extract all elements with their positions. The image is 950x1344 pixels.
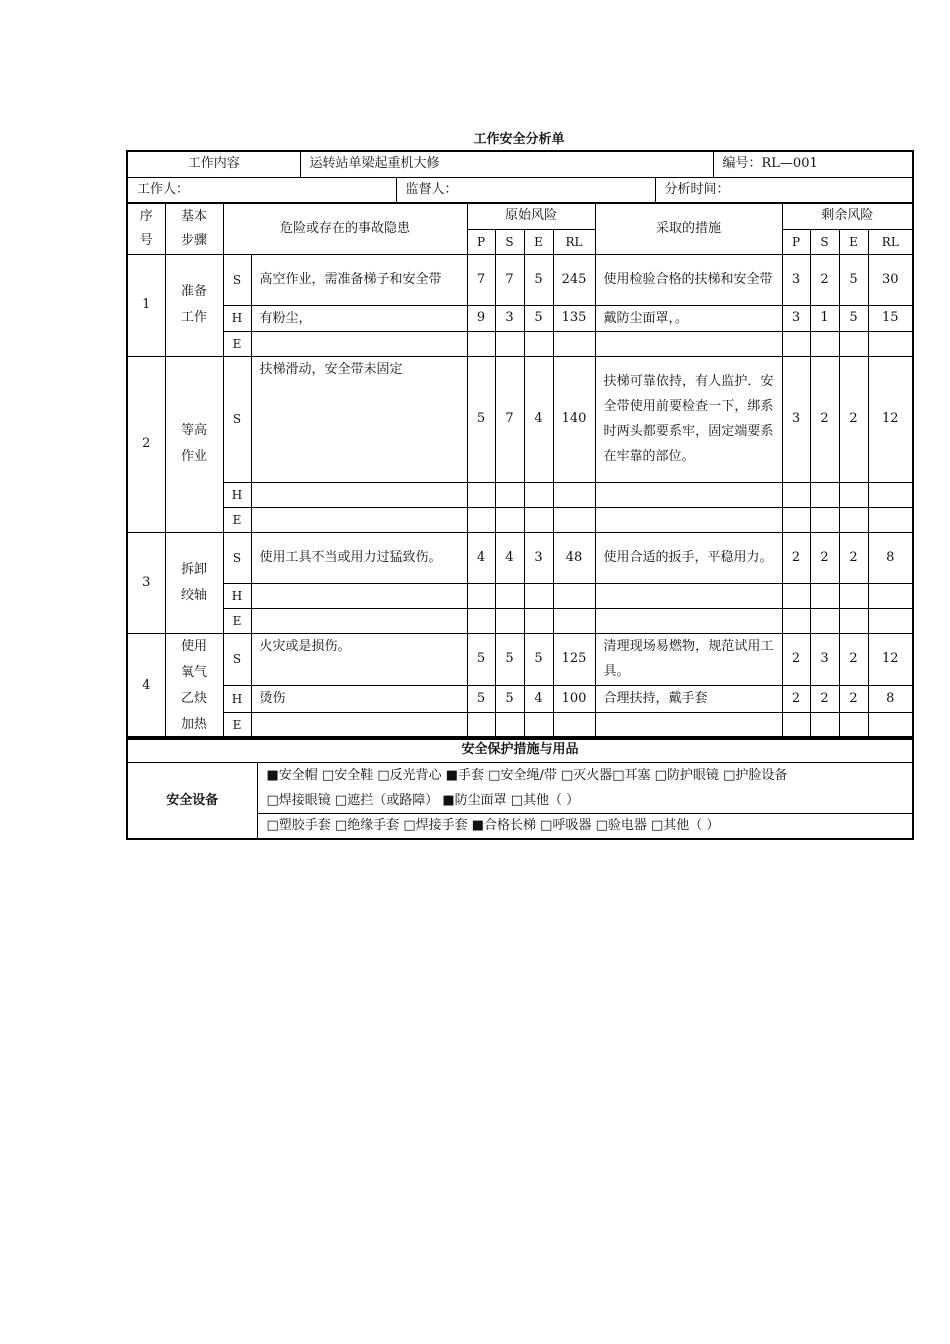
row-original-rl (553, 507, 595, 532)
row-hazard: 有粉尘， (251, 305, 467, 331)
row-residual-s (810, 583, 839, 608)
table-row (127, 608, 913, 633)
row-seq: 1 (127, 254, 165, 356)
row-category: H (223, 583, 251, 608)
row-step-line: 准备 (180, 284, 207, 299)
row-residual-p (782, 331, 810, 356)
row-residual-e: 2 (839, 532, 868, 583)
row-residual-rl: 12 (868, 356, 913, 482)
row-residual-e: 5 (839, 305, 868, 331)
table-row (127, 331, 913, 356)
work-content-value: 运转站单梁起重机大修 (300, 151, 713, 177)
row-original-p (467, 583, 495, 608)
col-original-e: E (524, 229, 553, 254)
row-original-rl: 100 (553, 685, 595, 712)
row-original-p: 5 (467, 685, 495, 712)
row-residual-rl: 15 (868, 305, 913, 331)
row-category: S (223, 532, 251, 583)
row-residual-rl (868, 608, 913, 633)
row-original-rl: 125 (553, 633, 595, 685)
row-original-s (495, 482, 524, 507)
row-measure (595, 507, 782, 532)
row-measure (595, 482, 782, 507)
row-original-s (495, 608, 524, 633)
row-original-rl (553, 712, 595, 738)
row-category: H (223, 685, 251, 712)
header-table (126, 150, 914, 204)
row-original-s (495, 583, 524, 608)
row-measure (595, 712, 782, 738)
row-original-e (524, 712, 553, 738)
row-residual-s (810, 482, 839, 507)
row-residual-rl: 12 (868, 633, 913, 685)
safety-equipment-label: 安全设备 (127, 763, 257, 840)
equipment-line-3: □塑胶手套 □绝缘手套 □焊接手套 ■合格长梯 □呼吸器 □验电器 □其他（ ） (257, 814, 913, 840)
row-residual-rl: 30 (868, 254, 913, 305)
row-step-line: 乙炔 (180, 690, 207, 706)
col-residual-rl: RL (868, 229, 913, 254)
table-row (127, 532, 913, 583)
row-residual-p: 3 (782, 356, 810, 482)
row-original-p (467, 712, 495, 738)
protection-table (126, 736, 914, 840)
row-residual-s: 1 (810, 305, 839, 331)
row-original-rl (553, 583, 595, 608)
col-original-rl: RL (553, 229, 595, 254)
row-original-s (495, 331, 524, 356)
row-residual-s (810, 331, 839, 356)
col-original-s: S (495, 229, 524, 254)
row-residual-rl (868, 331, 913, 356)
protection-section-title: 安全保护措施与用品 (127, 737, 913, 763)
row-residual-p: 3 (782, 305, 810, 331)
jsa-body (127, 254, 913, 739)
row-hazard (251, 608, 467, 633)
equipment-line-2: □焊接眼镜 □遮拦（或路障） ■防尘面罩 □其他（ ） (266, 793, 580, 808)
row-step (165, 532, 223, 633)
row-seq: 2 (127, 356, 165, 532)
col-residual-p: P (782, 229, 810, 254)
row-original-p (467, 608, 495, 633)
col-step-line1: 基本 (180, 208, 207, 224)
row-original-e: 5 (524, 305, 553, 331)
row-measure (595, 583, 782, 608)
row-category: S (223, 356, 251, 482)
worker-label: 工作人： (127, 177, 396, 203)
row-residual-e (839, 583, 868, 608)
row-residual-e (839, 507, 868, 532)
table-row (127, 254, 913, 305)
row-residual-rl (868, 507, 913, 532)
row-category: H (223, 482, 251, 507)
row-original-s: 3 (495, 305, 524, 331)
row-step (165, 254, 223, 356)
row-original-e (524, 507, 553, 532)
row-hazard (251, 331, 467, 356)
row-original-s: 4 (495, 532, 524, 583)
table-row (127, 305, 913, 331)
row-hazard (251, 507, 467, 532)
col-residual-s: S (810, 229, 839, 254)
row-residual-s: 2 (810, 685, 839, 712)
row-category: E (223, 331, 251, 356)
row-category: E (223, 712, 251, 738)
row-measure: 清理现场易燃物，规范试用工具。 (595, 633, 782, 685)
row-original-rl: 48 (553, 532, 595, 583)
row-residual-s: 2 (810, 356, 839, 482)
row-residual-e (839, 482, 868, 507)
row-seq: 3 (127, 532, 165, 633)
row-original-rl: 245 (553, 254, 595, 305)
row-original-rl (553, 331, 595, 356)
col-residual-e: E (839, 229, 868, 254)
row-residual-e (839, 608, 868, 633)
row-original-rl (553, 482, 595, 507)
row-hazard (251, 482, 467, 507)
row-hazard: 扶梯滑动，安全带未固定 (251, 356, 467, 482)
row-measure (595, 331, 782, 356)
table-row (127, 583, 913, 608)
row-step-line: 绞轴 (180, 587, 207, 603)
row-hazard: 火灾或是损伤。 (251, 633, 467, 685)
col-seq-line2: 号 (139, 232, 153, 248)
row-residual-s (810, 712, 839, 738)
col-original-p: P (467, 229, 495, 254)
row-category: E (223, 507, 251, 532)
row-original-e: 4 (524, 685, 553, 712)
row-measure (595, 608, 782, 633)
row-original-p: 5 (467, 356, 495, 482)
row-category: E (223, 608, 251, 633)
row-residual-rl (868, 712, 913, 738)
row-original-e (524, 331, 553, 356)
row-residual-e: 2 (839, 633, 868, 685)
row-residual-s (810, 507, 839, 532)
jsa-table (126, 202, 914, 740)
row-hazard: 高空作业，需准备梯子和安全带 (251, 254, 467, 305)
table-row (127, 507, 913, 532)
row-category: S (223, 633, 251, 685)
row-original-e (524, 608, 553, 633)
row-hazard (251, 712, 467, 738)
row-original-e: 5 (524, 254, 553, 305)
row-residual-s: 2 (810, 254, 839, 305)
row-residual-e: 2 (839, 356, 868, 482)
col-measures: 采取的措施 (595, 203, 782, 254)
row-residual-p: 3 (782, 254, 810, 305)
row-hazard: 烫伤 (251, 685, 467, 712)
row-measure: 使用合适的扳手，平稳用力。 (595, 532, 782, 583)
row-original-rl: 135 (553, 305, 595, 331)
row-residual-p (782, 507, 810, 532)
row-original-e (524, 482, 553, 507)
table-row (127, 685, 913, 712)
row-residual-s: 3 (810, 633, 839, 685)
row-residual-p: 2 (782, 532, 810, 583)
row-residual-rl: 8 (868, 685, 913, 712)
work-content-label: 工作内容 (127, 151, 300, 177)
row-measure: 使用检验合格的扶梯和安全带 (595, 254, 782, 305)
row-residual-p (782, 608, 810, 633)
row-original-p: 7 (467, 254, 495, 305)
row-measure: 戴防尘面罩，。 (595, 305, 782, 331)
row-category: S (223, 254, 251, 305)
row-original-s (495, 507, 524, 532)
row-residual-e (839, 712, 868, 738)
row-original-p: 4 (467, 532, 495, 583)
row-original-s: 5 (495, 633, 524, 685)
row-step-line: 氧气 (180, 664, 207, 680)
row-hazard (251, 583, 467, 608)
row-residual-rl (868, 482, 913, 507)
row-original-s: 7 (495, 356, 524, 482)
col-hazard: 危险或存在的事故隐患 (223, 203, 467, 254)
number-label: 编号：RL—001 (713, 151, 913, 177)
row-residual-p (782, 482, 810, 507)
row-residual-e: 2 (839, 685, 868, 712)
row-original-e: 4 (524, 356, 553, 482)
row-original-p: 5 (467, 633, 495, 685)
row-residual-p (782, 712, 810, 738)
supervisor-label: 监督人： (396, 177, 655, 203)
table-row (127, 633, 913, 685)
row-hazard: 使用工具不当或用力过猛致伤。 (251, 532, 467, 583)
row-seq: 4 (127, 633, 165, 739)
col-seq-line1: 序 (139, 208, 153, 224)
row-original-p (467, 331, 495, 356)
row-step-line: 拆卸 (180, 561, 207, 577)
row-residual-s: 2 (810, 532, 839, 583)
row-original-e (524, 583, 553, 608)
row-step-line: 加热 (180, 716, 207, 732)
row-original-e: 5 (524, 633, 553, 685)
row-step-line: 使用 (180, 638, 207, 654)
row-residual-rl: 8 (868, 532, 913, 583)
table-row (127, 712, 913, 738)
col-step-line2: 步骤 (180, 232, 207, 248)
row-original-s (495, 712, 524, 738)
col-residual-risk: 剩余风险 (782, 203, 913, 229)
row-original-s: 5 (495, 685, 524, 712)
analysis-time-label: 分析时间： (655, 177, 913, 203)
row-measure: 合理扶持，戴手套 (595, 685, 782, 712)
row-step-line: 工作 (180, 310, 207, 325)
row-step (165, 633, 223, 739)
row-original-p (467, 507, 495, 532)
row-original-s: 7 (495, 254, 524, 305)
row-original-p: 9 (467, 305, 495, 331)
row-original-rl (553, 608, 595, 633)
row-residual-e: 5 (839, 254, 868, 305)
row-step-line: 作业 (180, 449, 207, 464)
page-title: 工作安全分析单 (473, 132, 565, 147)
row-original-e: 3 (524, 532, 553, 583)
equipment-line-1: ■安全帽 □安全鞋 □反光背心 ■手套 □安全绳/带 □灭火器□耳塞 □防护眼镜 □护脸设备 (266, 768, 788, 783)
row-residual-e (839, 331, 868, 356)
col-seq (127, 203, 165, 254)
row-residual-p (782, 583, 810, 608)
col-original-risk: 原始风险 (467, 203, 595, 229)
table-row (127, 356, 913, 482)
equipment-list-a (257, 763, 913, 814)
table-row (127, 482, 913, 507)
row-residual-s (810, 608, 839, 633)
row-original-p (467, 482, 495, 507)
row-measure: 扶梯可靠依持，有人监护．安全带使用前要检查一下，绑系时两头都要系牢，固定端要系在牢靠的部位。 (595, 356, 782, 482)
col-step (165, 203, 223, 254)
row-residual-p: 2 (782, 633, 810, 685)
row-step-line: 等高 (180, 423, 207, 438)
row-residual-rl (868, 583, 913, 608)
row-step (165, 356, 223, 532)
row-residual-p: 2 (782, 685, 810, 712)
row-original-rl: 140 (553, 356, 595, 482)
row-category: H (223, 305, 251, 331)
